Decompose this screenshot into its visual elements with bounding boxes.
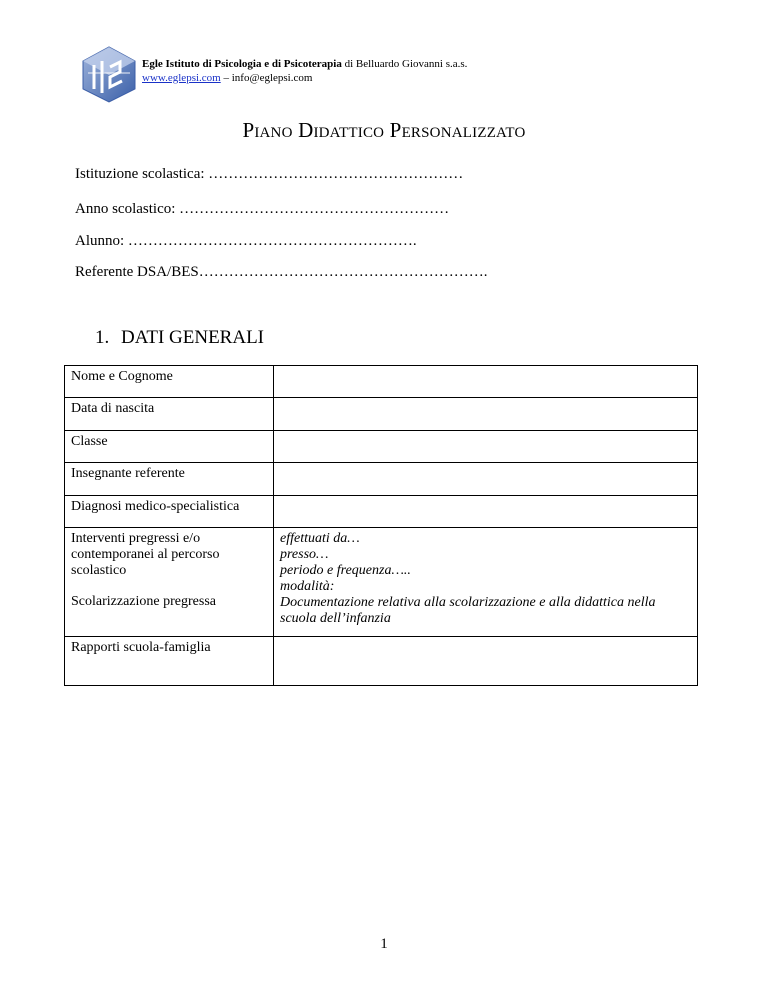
row-label xyxy=(65,528,274,637)
email-text: info@eglepsi.com xyxy=(231,72,313,84)
website-link[interactable]: www.eglepsi.com xyxy=(142,72,221,84)
table-row xyxy=(65,398,698,431)
interventi-label: Interventi pregressi e/o contemporanei al percorso scolastico xyxy=(71,531,220,578)
merged-line: modalità: xyxy=(280,579,335,594)
row-label: Nome e Cognome xyxy=(65,366,274,398)
merged-line: Documentazione relativa alla scolarizzazione e alla didattica nella scuola dell’infanzia xyxy=(280,595,656,626)
table-row xyxy=(65,366,698,398)
dati-generali-table xyxy=(64,365,698,686)
page-number: 1 xyxy=(380,936,388,952)
row-value xyxy=(274,398,698,431)
row-value xyxy=(274,366,698,398)
row-value xyxy=(274,637,698,686)
egle-logo-icon xyxy=(80,45,138,103)
table-row xyxy=(65,496,698,528)
section-heading: 1. DATI GENERALI xyxy=(95,327,265,348)
scolarizzazione-label: Scolarizzazione pregressa xyxy=(71,594,216,609)
merged-line: presso… xyxy=(280,547,329,562)
field-istituzione-scolastica: Istituzione scolastica: …………………………………………… xyxy=(75,166,464,182)
row-label: Data di nascita xyxy=(65,398,274,431)
institute-name: Egle Istituto di Psicologia e di Psicoterapia di Belluardo Giovanni s.a.s. xyxy=(142,58,468,70)
field-referente: Referente DSA/BES…………………………………………………. xyxy=(75,264,488,280)
table-row xyxy=(65,637,698,686)
row-value xyxy=(274,528,698,637)
table-row xyxy=(65,463,698,496)
table-row xyxy=(65,431,698,463)
row-label: Rapporti scuola-famiglia xyxy=(65,637,274,686)
document-title: Piano Didattico Personalizzato xyxy=(242,118,526,142)
row-label: Classe xyxy=(65,431,274,463)
field-alunno: Alunno: …………………………………………………. xyxy=(75,233,417,249)
row-value xyxy=(274,431,698,463)
row-label: Diagnosi medico-specialistica xyxy=(65,496,274,528)
row-value xyxy=(274,463,698,496)
table-row xyxy=(65,528,698,637)
merged-line: effettuati da… xyxy=(280,531,360,546)
row-value xyxy=(274,496,698,528)
field-anno-scolastico: Anno scolastico: ……………………………………………… xyxy=(75,201,450,217)
institute-header: Egle Istituto di Psicologia e di Psicoterapia di Belluardo Giovanni s.a.s. www.eglepsi.com – info@eglepsi.com xyxy=(142,58,468,84)
merged-line: periodo e frequenza….. xyxy=(280,563,411,578)
row-label: Insegnante referente xyxy=(65,463,274,496)
